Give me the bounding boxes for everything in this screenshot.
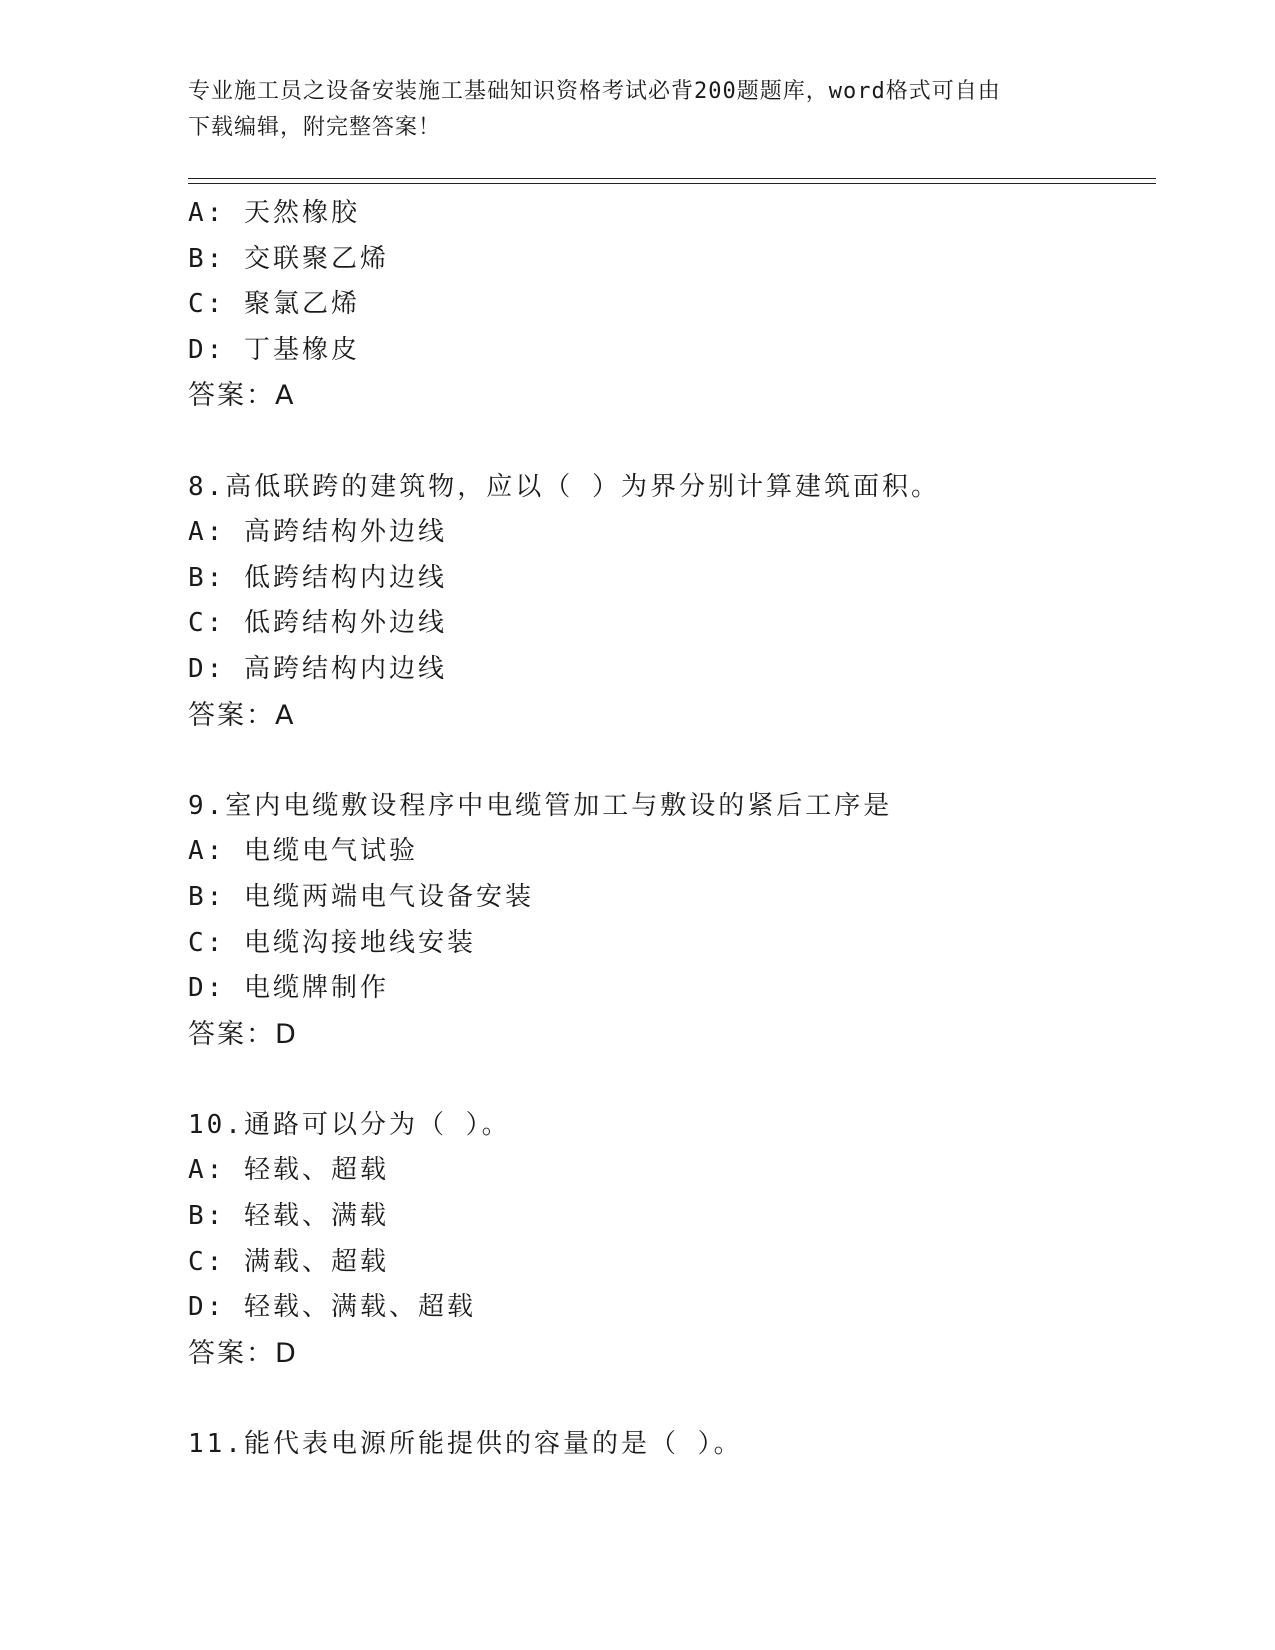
- document-header: [188, 74, 1088, 146]
- option-line: C: 满载、超载: [188, 1246, 389, 1277]
- option-line: C: 电缆沟接地线安装: [188, 927, 476, 958]
- blank-line: [188, 1376, 1156, 1422]
- option-line: C: 聚氯乙烯: [188, 289, 360, 320]
- header-line-2: 下载编辑，附完整答案！: [188, 115, 442, 140]
- answer-line: 答案：A: [188, 699, 296, 731]
- header-line-1: 专业施工员之设备安装施工基础知识资格考试必背200题题库，word格式可自由: [188, 79, 1001, 104]
- option-line: B: 低跨结构内边线: [188, 562, 447, 593]
- option-line: B: 轻载、满载: [188, 1201, 389, 1232]
- option-line: A: 高跨结构外边线: [188, 517, 447, 548]
- option-line: D: 高跨结构内边线: [188, 653, 447, 684]
- header-divider-thick: [188, 178, 1156, 179]
- question-list: [188, 191, 1156, 1468]
- question-text: 11.能代表电源所能提供的容量的是（ ）。: [188, 1429, 743, 1460]
- blank-line: [188, 419, 1156, 465]
- blank-line: [188, 1057, 1156, 1103]
- question-text: 9.室内电缆敷设程序中电缆管加工与敷设的紧后工序是: [188, 790, 893, 821]
- answer-line: 答案：D: [188, 1018, 298, 1050]
- option-line: A: 电缆电气试验: [188, 836, 418, 867]
- answer-line: 答案：D: [188, 1337, 298, 1369]
- option-line: D: 电缆牌制作: [188, 973, 389, 1004]
- option-line: B: 电缆两端电气设备安装: [188, 881, 534, 912]
- option-line: D: 丁基橡皮: [188, 334, 360, 365]
- answer-line: 答案：A: [188, 380, 296, 412]
- option-line: B: 交联聚乙烯: [188, 243, 389, 274]
- option-line: A: 轻载、超载: [188, 1155, 389, 1186]
- option-line: D: 轻载、满载、超载: [188, 1292, 476, 1323]
- header-divider-thin: [188, 183, 1156, 184]
- blank-line: [188, 738, 1156, 784]
- option-line: C: 低跨结构外边线: [188, 608, 447, 639]
- question-text: 8.高低联跨的建筑物，应以（ ）为界分别计算建筑面积。: [188, 471, 940, 502]
- question-text: 10.通路可以分为（ ）。: [188, 1109, 511, 1140]
- option-line: A: 天然橡胶: [188, 198, 360, 228]
